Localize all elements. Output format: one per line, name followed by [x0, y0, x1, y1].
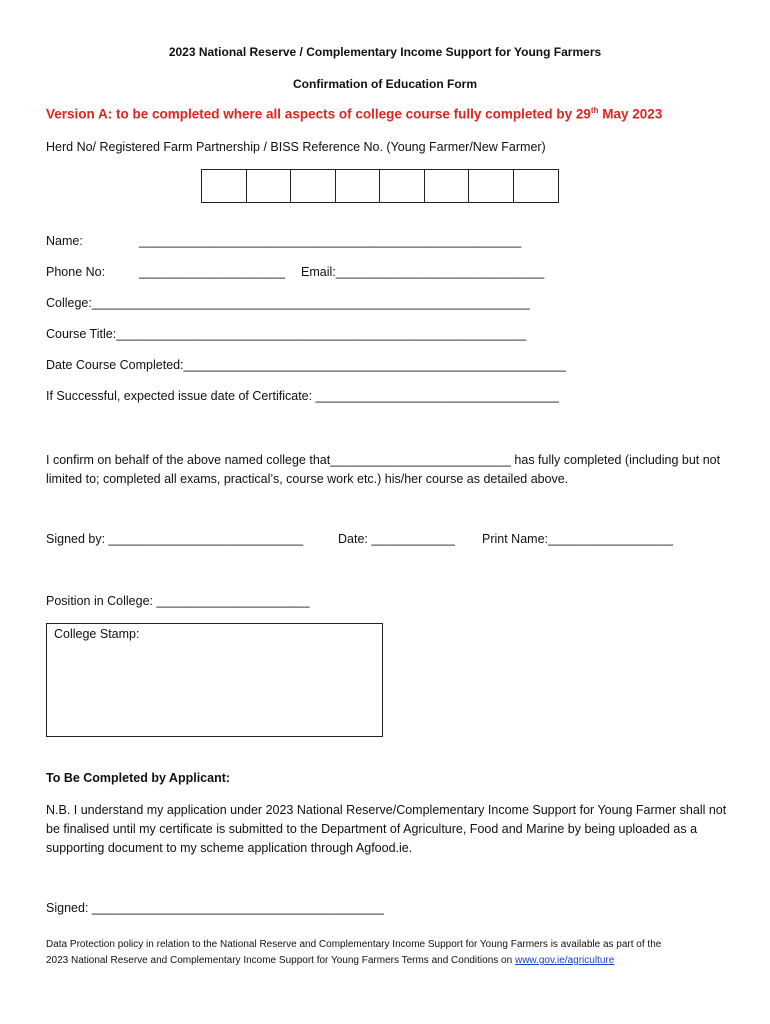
college-stamp-label: College Stamp:	[54, 627, 140, 641]
email-field[interactable]: Email:______________________________	[301, 265, 545, 279]
name-field[interactable]: _______________________________________________________	[139, 234, 522, 248]
data-protection-text: 2023 National Reserve and Complementary Income Support for Young Farmers Terms and Conditions on	[46, 955, 515, 966]
college-stamp-box[interactable]	[46, 623, 383, 737]
form-subtitle: Confirmation of Education Form	[293, 77, 477, 91]
date-completed-field[interactable]: Date Course Completed:_______________________________________________________	[46, 358, 566, 372]
herd-digit-box[interactable]	[514, 170, 559, 202]
version-superscript: th	[590, 106, 599, 115]
herd-digit-box[interactable]	[469, 170, 514, 202]
herd-digit-box[interactable]	[425, 170, 470, 202]
date-field[interactable]: Date: ____________	[338, 532, 455, 546]
form-title: 2023 National Reserve / Complementary Income Support for Young Farmers	[168, 45, 602, 59]
phone-field[interactable]: _____________________	[139, 265, 285, 279]
applicant-note: N.B. I understand my application under 2023 National Reserve/Complementary Income Support for Young Farmer shall not be finalised until my certificate is submitted to the Department of Agriculture, Food and Marine by being uploaded as a supporting document to my scheme application through Agfood.ie.	[46, 803, 727, 855]
phone-label: Phone No:	[46, 265, 106, 279]
data-protection-line2	[46, 955, 614, 966]
version-text-end: May 2023	[598, 106, 663, 122]
version-text: Version A: to be completed where all aspects of college course fully completed by 29	[46, 106, 591, 122]
signed-by-field[interactable]: Signed by: ____________________________	[46, 532, 304, 546]
print-name-field[interactable]: Print Name:__________________	[482, 532, 674, 546]
course-title-field[interactable]: Course Title:___________________________________________________________	[46, 327, 527, 341]
position-field[interactable]: Position in College: ______________________	[46, 594, 310, 608]
confirmation-statement: I confirm on behalf of the above named college that__________________________ has fully completed (including but not limited to; completed all exams, practical’s, course work etc.) his/her course as detailed above.	[46, 453, 721, 486]
data-protection-line1: Data Protection policy in relation to the National Reserve and Complementary Income Support for Young Farmers is available as part of the	[46, 939, 662, 950]
herd-number-boxes	[201, 169, 559, 203]
name-label: Name:	[46, 234, 83, 248]
version-note	[46, 106, 662, 122]
herd-digit-box[interactable]	[202, 170, 247, 202]
applicant-signed-field[interactable]: Signed: __________________________________________	[46, 901, 384, 915]
herd-digit-box[interactable]	[380, 170, 425, 202]
herd-digit-box[interactable]	[336, 170, 381, 202]
college-field[interactable]: College:_______________________________________________________________	[46, 296, 530, 310]
herd-number-label: Herd No/ Registered Farm Partnership / BISS Reference No. (Young Farmer/New Farmer)	[46, 140, 546, 154]
certificate-date-field[interactable]: If Successful, expected issue date of Certificate: ___________________________________	[46, 389, 559, 403]
herd-digit-box[interactable]	[291, 170, 336, 202]
herd-digit-box[interactable]	[247, 170, 292, 202]
applicant-heading: To Be Completed by Applicant:	[46, 771, 231, 785]
gov-link[interactable]: www.gov.ie/agriculture	[514, 955, 615, 966]
